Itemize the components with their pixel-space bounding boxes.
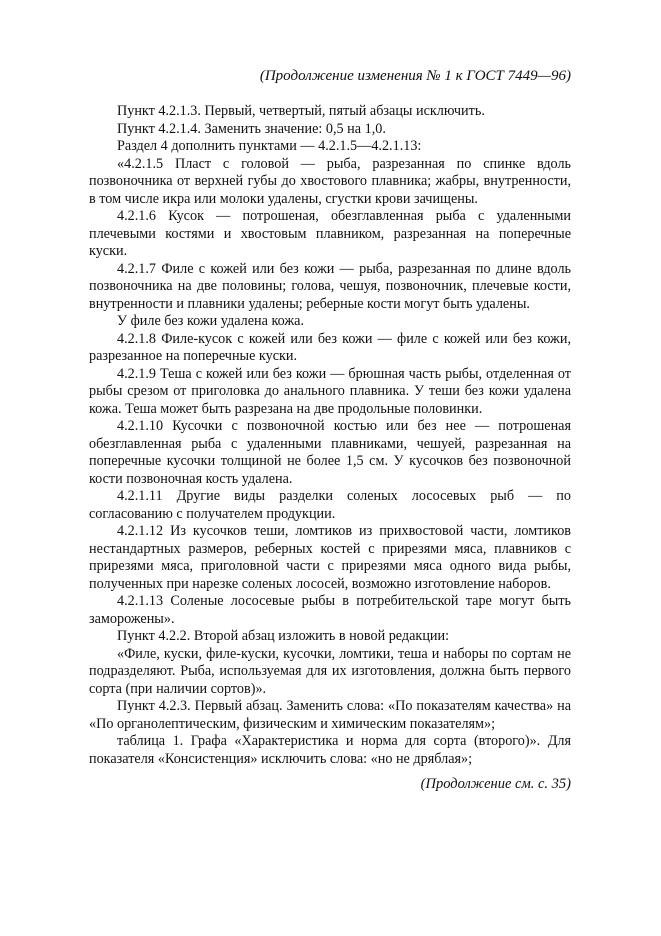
paragraph: 4.2.1.9 Теша с кожей или без кожи — брюшная часть рыбы, отделенная от рыбы срезом от приголовка до анального плавника. У теши без кожи удалена кожа. Теша может быть разрезана на две продольные половинки. — [89, 365, 571, 417]
paragraph: 4.2.1.11 Другие виды разделки соленых лососевых рыб — по согласованию с получателем продукции. — [89, 488, 571, 522]
paragraph: «4.2.1.5 Пласт с головой — рыба, разрезанная по спинке вдоль позвоночника от верхней губы до хвостового плавника; жабры, внутренности, в том числе икра или молоки удалены, сгустки крови зачищены. — [89, 155, 571, 207]
paragraph: 4.2.1.7 Филе с кожей или без кожи — рыба, разрезанная по длине вдоль позвоночника на две половины; голова, чешуя, позвоночник, плечевые кости, внутренности и плавники удалены; реберные кости могут быть удалены. — [89, 260, 571, 312]
paragraph: «Филе, куски, филе-куски, кусочки, ломтики, теша и наборы по сортам не подразделяют. Рыба, используемая для их изготовления, должна быть первого сорта (при наличии сортов)». — [89, 645, 571, 697]
continuation-header: (Продолжение изменения № 1 к ГОСТ 7449—96) — [259, 68, 571, 84]
paragraph: Пункт 4.2.3. Первый абзац. Заменить слова: «По показателям качества» на «По органолептическим, физическим и химическим показателям»; — [89, 698, 571, 732]
document-body — [89, 103, 571, 768]
paragraph: 4.2.1.8 Филе-кусок с кожей или без кожи — филе с кожей или без кожи, разрезанное на поперечные куски. — [89, 330, 571, 364]
paragraph: 4.2.1.6 Кусок — потрошеная, обезглавленная рыба с удаленными плечевыми костями и хвостовым плавником, разрезанная на поперечные куски. — [89, 208, 571, 259]
paragraph: Пункт 4.2.1.4. Заменить значение: 0,5 на 1,0. — [117, 120, 386, 137]
paragraph: 4.2.1.12 Из кусочков теши, ломтиков из прихвостовой части, ломтиков нестандартных размеров, реберных костей с прирезями мяса, плавников с прирезями мяса, приголовной части с прирезями мяса одного вида рыбы, полученных при нарезке соленых лососей, возможно изготовление наборов. — [89, 523, 571, 592]
paragraph: Раздел 4 дополнить пунктами — 4.2.1.5—4.2.1.13: — [117, 138, 422, 154]
continuation-footer: (Продолжение см. с. 35) — [420, 776, 571, 792]
paragraph: Пункт 4.2.2. Второй абзац изложить в новой редакции: — [117, 628, 450, 644]
paragraph: 4.2.1.13 Соленые лососевые рыбы в потребительской таре могут быть заморожены». — [89, 593, 571, 627]
paragraph: Пункт 4.2.1.3. Первый, четвертый, пятый абзацы исключить. — [117, 103, 485, 119]
paragraph: 4.2.1.10 Кусочки с позвоночной костью или без нее — потрошеная обезглавленная рыба с удаленными плавниками, чешуей, разрезанная на поперечные кусочки толщиной не более 1,5 см. У кусочков без позвоночной кости позвоночная кость удалена. — [89, 418, 571, 487]
paragraph: таблица 1. Графа «Характеристика и норма для сорта (второго)». Для показателя «Консистенция» исключить слова: «но не дряблая»; — [89, 733, 571, 767]
paragraph: У филе без кожи удалена кожа. — [117, 313, 305, 329]
